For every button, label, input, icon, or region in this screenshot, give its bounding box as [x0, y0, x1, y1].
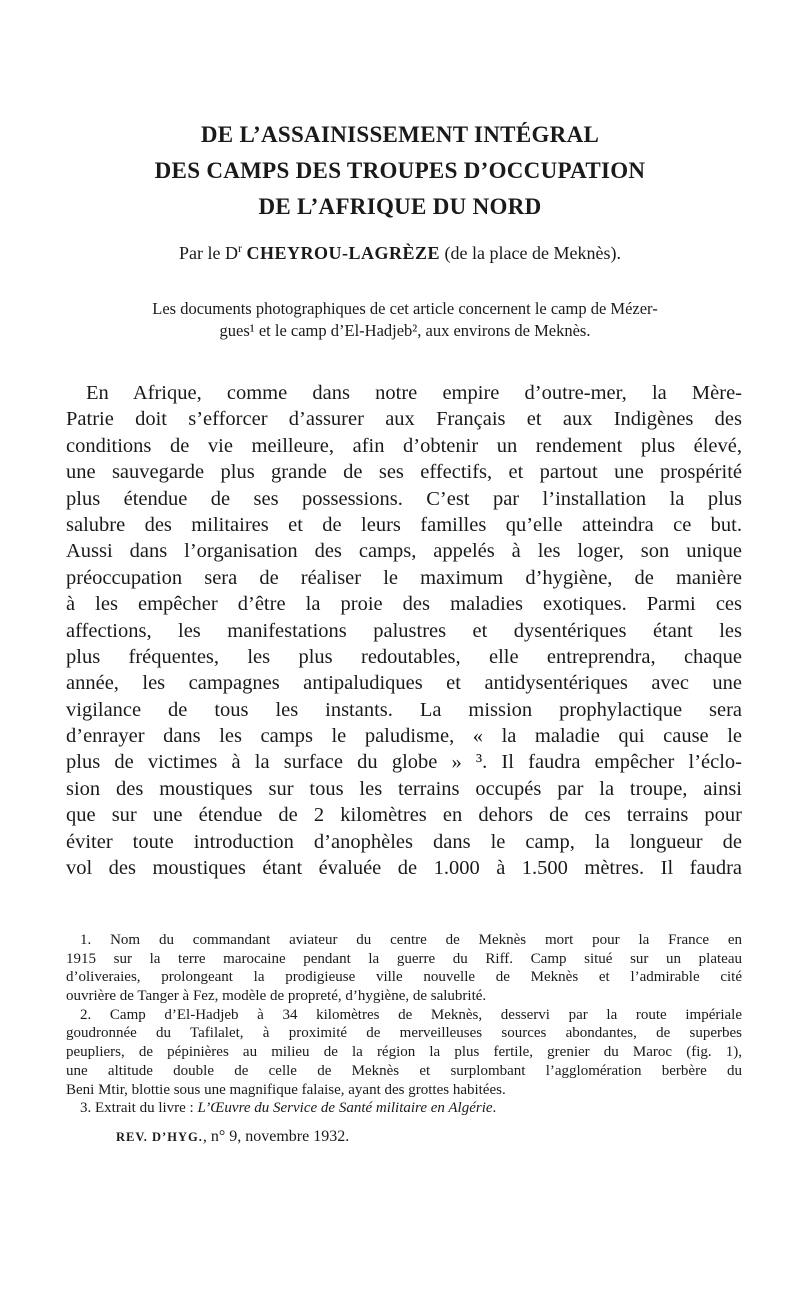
- footnote-2-line: peupliers, de pépinières au milieu de la région la plus fertile, grenier du Maroc (fig. 1),: [66, 1044, 742, 1061]
- footnote-1-line: 1. Nom du commandant aviateur du centre de Meknès mort pour la France en: [80, 932, 742, 948]
- footnote-3-prefix: 3. Extrait du livre :: [80, 1100, 198, 1117]
- footnote-1-line: 1915 sur la terre marocaine pendant la guerre du Riff. Camp situé sur un plateau: [66, 950, 742, 967]
- body-line: éviter toute introduction d’anophèles dans le camp, la longueur de: [66, 830, 742, 853]
- byline-prefix-sup: r: [238, 241, 243, 255]
- body-line: plus fréquentes, les plus redoutables, elle entreprendra, chaque: [66, 645, 742, 668]
- body-line: plus étendue de ses possessions. C’est par l’installation la plus: [66, 487, 742, 510]
- footnote-3-book-title: L’Œuvre du Service de Santé militaire en Algérie: [197, 1100, 493, 1117]
- body-line: une sauvegarde plus grande de ses effectifs, et partout une prospérité: [66, 461, 742, 484]
- journal-issue: , n° 9, novembre 1932.: [202, 1128, 350, 1145]
- footnote-2-line: goudronnée du Tafilalet, à proximité de merveilleuses sources abondantes, de superbes: [66, 1025, 742, 1042]
- body-text: [66, 380, 742, 881]
- title-line-1: DE L’ASSAINISSEMENT INTÉGRAL: [200, 122, 600, 147]
- footnotes: [66, 931, 742, 1118]
- body-line: plus de victimes à la surface du globe » ³. Il faudra empêcher l’éclo-: [66, 751, 742, 774]
- body-line: conditions de vie meilleure, afin d’obtenir un rendement plus élevé,: [66, 434, 742, 457]
- footnote-3-suffix: .: [492, 1100, 497, 1117]
- title-line-2: DES CAMPS DES TROUPES D’OCCUPATION: [154, 158, 646, 183]
- body-line: Aussi dans l’organisation des camps, appelés à les loger, son unique: [66, 540, 742, 563]
- body-line: salubre des militaires et de leurs familles qu’elle atteindra ce but.: [66, 513, 742, 536]
- intro-note-line-2: gues¹ et le camp d’El-Hadjeb², aux environs de Meknès.: [219, 321, 591, 340]
- footnote-1-line: ouvrière de Tanger à Fez, modèle de propreté, d’hygiène, de salubrité.: [66, 988, 487, 1005]
- byline-prefix: Par le D: [179, 243, 239, 263]
- footnote-3: [66, 1099, 742, 1118]
- body-line: année, les campagnes antipaludiques et antidysentériques avec une: [66, 672, 742, 695]
- body-line: affections, les manifestations palustres et dysentériques étant les: [66, 619, 742, 642]
- body-line: d’enrayer dans les camps le paludisme, « la maladie qui cause le: [66, 725, 742, 748]
- author-byline: [0, 241, 800, 265]
- body-line: En Afrique, comme dans notre empire d’outre-mer, la Mère-: [86, 382, 742, 404]
- body-line: vol des moustiques étant évaluée de 1.000 à 1.500 mètres. Il faudra: [66, 857, 742, 880]
- journal-abbrev: REV. D’HYG.: [116, 1130, 203, 1144]
- article-title: [0, 117, 800, 225]
- footnote-2-line: 2. Camp d’El-Hadjeb à 34 kilomètres de Meknès, desservi par la route impériale: [80, 1006, 742, 1023]
- body-line: vigilance de tous les instants. La mission prophylactique sera: [66, 698, 742, 721]
- title-line-3: DE L’AFRIQUE DU NORD: [258, 194, 542, 219]
- intro-note-line-1: Les documents photographiques de cet article concernent le camp de Mézer-: [152, 299, 658, 318]
- author-name: CHEYROU-LAGRÈZE: [246, 243, 441, 263]
- footnote-2-line: Beni Mtir, blottie sous une magnifique falaise, ayant des grottes habitées.: [66, 1081, 506, 1098]
- body-line: que sur une étendue de 2 kilomètres en dehors de ces terrains pour: [66, 804, 742, 827]
- author-affiliation: (de la place de Meknès).: [444, 243, 621, 263]
- intro-note: [60, 298, 750, 342]
- body-line: à les empêcher d’être la proie des maladies exotiques. Parmi ces: [66, 593, 742, 616]
- body-line: Patrie doit s’efforcer d’assurer aux Français et aux Indigènes des: [66, 408, 742, 431]
- footnote-2-line: une altitude double de celle de Meknès et surplombant l’agglomération berbère du: [66, 1062, 742, 1079]
- journal-reference: [116, 1127, 349, 1147]
- footnote-1-line: d’oliveraies, prolongeant la prodigieuse ville nouvelle de Meknès et l’admirable cité: [66, 969, 742, 986]
- body-line: sion des moustiques sur tous les terrains occupés par la troupe, ainsi: [66, 777, 742, 800]
- body-line: préoccupation sera de réaliser le maximum d’hygiène, de manière: [66, 566, 742, 589]
